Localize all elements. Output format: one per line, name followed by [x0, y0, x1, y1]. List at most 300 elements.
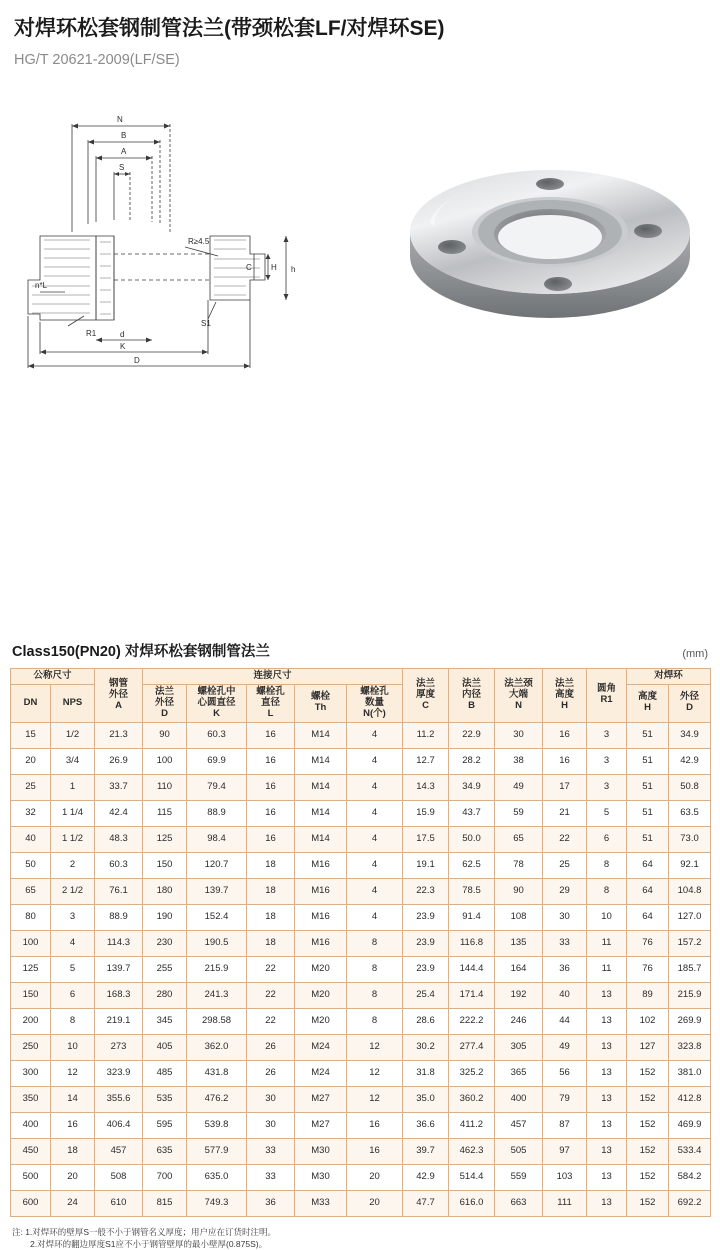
table-cell: 539.8	[187, 1112, 247, 1138]
table-cell: 98.4	[187, 826, 247, 852]
table-cell: 4	[347, 852, 403, 878]
table-cell: 462.3	[449, 1138, 495, 1164]
page-subtitle: HG/T 20621-2009(LF/SE)	[14, 52, 180, 69]
col-header-flange-od: 法兰 外径 D	[143, 684, 187, 722]
table-cell: 325.2	[449, 1060, 495, 1086]
table-cell: 56	[543, 1060, 587, 1086]
table-row	[11, 1164, 711, 1190]
table-cell: 30	[495, 722, 543, 748]
dim-label-A: A	[121, 147, 127, 157]
table-cell: 16	[247, 774, 295, 800]
table-cell: 13	[587, 1008, 627, 1034]
table-cell: 13	[587, 1060, 627, 1086]
table-cell: M14	[295, 748, 347, 774]
table-cell: 277.4	[449, 1034, 495, 1060]
table-cell: 135	[495, 930, 543, 956]
table-cell: 50	[11, 852, 51, 878]
table-cell: 476.2	[187, 1086, 247, 1112]
bolt-hole	[634, 224, 662, 238]
table-row	[11, 748, 711, 774]
table-cell: 32	[11, 800, 51, 826]
table-cell: 190	[143, 904, 187, 930]
table-cell: 26	[247, 1034, 295, 1060]
table-cell: M14	[295, 722, 347, 748]
table-cell: 8	[587, 878, 627, 904]
table-cell: 360.2	[449, 1086, 495, 1112]
table-cell: 115	[143, 800, 187, 826]
table-cell: 22	[247, 982, 295, 1008]
table-cell: 12	[347, 1060, 403, 1086]
col-header-neck-large-end: 法兰颈 大端 N	[495, 669, 543, 723]
table-body	[11, 722, 711, 1216]
table-cell: 102	[627, 1008, 669, 1034]
table-cell: M27	[295, 1086, 347, 1112]
table-cell: 18	[247, 878, 295, 904]
table-row	[11, 1138, 711, 1164]
table-cell: 11.2	[403, 722, 449, 748]
table-cell: M16	[295, 852, 347, 878]
table-cell: 152	[627, 1112, 669, 1138]
table-cell: 116.8	[449, 930, 495, 956]
table-row	[11, 800, 711, 826]
table-cell: 73.0	[669, 826, 711, 852]
table-cell: 76	[627, 956, 669, 982]
table-cell: 406.4	[95, 1112, 143, 1138]
table-cell: 76	[627, 930, 669, 956]
table-cell: 62.5	[449, 852, 495, 878]
table-cell: 16	[347, 1112, 403, 1138]
table-cell: 21.3	[95, 722, 143, 748]
table-cell: 152	[627, 1138, 669, 1164]
table-cell: 559	[495, 1164, 543, 1190]
table-cell: 4	[347, 722, 403, 748]
table-cell: 405	[143, 1034, 187, 1060]
table-cell: 89	[627, 982, 669, 1008]
table-row	[11, 1112, 711, 1138]
table-cell: 4	[347, 774, 403, 800]
dim-label-S: S	[119, 163, 125, 173]
table-cell: 69.9	[187, 748, 247, 774]
table-cell: 300	[11, 1060, 51, 1086]
table-cell: 616.0	[449, 1190, 495, 1216]
col-header-line2: 外径	[109, 688, 129, 700]
table-cell: 305	[495, 1034, 543, 1060]
table-cell: 78.5	[449, 878, 495, 904]
table-cell: 17	[543, 774, 587, 800]
bolt-hole	[438, 240, 466, 254]
table-cell: 97	[543, 1138, 587, 1164]
table-cell: 12	[347, 1086, 403, 1112]
table-cell: 14.3	[403, 774, 449, 800]
table-cell: 8	[347, 982, 403, 1008]
table-unit-label: (mm)	[682, 648, 708, 660]
table-cell: 365	[495, 1060, 543, 1086]
col-header-bolt-thread: 螺栓 Th	[295, 684, 347, 722]
table-cell: 38	[495, 748, 543, 774]
table-cell: 18	[51, 1138, 95, 1164]
table-cell: 47.7	[403, 1190, 449, 1216]
table-cell: 584.2	[669, 1164, 711, 1190]
dim-label-h: h	[291, 265, 296, 275]
table-cell: 39.7	[403, 1138, 449, 1164]
table-cell: 15	[11, 722, 51, 748]
table-cell: 2 1/2	[51, 878, 95, 904]
table-cell: 64	[627, 878, 669, 904]
table-cell: 400	[495, 1086, 543, 1112]
dim-label-N: N	[117, 115, 123, 125]
page-title: 对焊环松套钢制管法兰(带颈松套LF/对焊环SE)	[14, 17, 445, 40]
table-cell: 100	[143, 748, 187, 774]
table-cell: 88.9	[187, 800, 247, 826]
col-header-flange-id: 法兰 内径 B	[449, 669, 495, 723]
table-row	[11, 956, 711, 982]
col-header-pipe-od	[95, 669, 143, 723]
table-cell: 120.7	[187, 852, 247, 878]
table-cell: M20	[295, 956, 347, 982]
table-cell: 50.0	[449, 826, 495, 852]
table-cell: 44	[543, 1008, 587, 1034]
table-cell: 215.9	[187, 956, 247, 982]
table-cell: 219.1	[95, 1008, 143, 1034]
table-cell: 168.3	[95, 982, 143, 1008]
table-cell: 152	[627, 1190, 669, 1216]
table-cell: 6	[587, 826, 627, 852]
table-row	[11, 1190, 711, 1216]
table-cell: 350	[11, 1086, 51, 1112]
table-cell: 40	[543, 982, 587, 1008]
table-cell: 16	[543, 722, 587, 748]
table-cell: 1 1/2	[51, 826, 95, 852]
dim-label-nL: n*L	[35, 281, 48, 291]
table-cell: 90	[495, 878, 543, 904]
dim-label-R: R≥4.5	[188, 237, 210, 247]
table-cell: 42.9	[403, 1164, 449, 1190]
table-cell: 4	[347, 878, 403, 904]
table-cell: 23.9	[403, 904, 449, 930]
table-cell: 485	[143, 1060, 187, 1086]
table-cell: 2	[51, 852, 95, 878]
col-header-ring-height: 高度 H	[627, 684, 669, 722]
table-cell: M30	[295, 1164, 347, 1190]
table-cell: 79.4	[187, 774, 247, 800]
table-row	[11, 930, 711, 956]
table-cell: 11	[587, 956, 627, 982]
table-cell: 273	[95, 1034, 143, 1060]
table-cell: 91.4	[449, 904, 495, 930]
group-header-connection-size: 连接尺寸	[143, 669, 403, 685]
table-cell: 16	[247, 722, 295, 748]
table-cell: 4	[347, 748, 403, 774]
table-cell: 269.9	[669, 1008, 711, 1034]
table-cell: 3	[587, 748, 627, 774]
table-row	[11, 826, 711, 852]
table-cell: 164	[495, 956, 543, 982]
table-cell: 192	[495, 982, 543, 1008]
table-cell: 79	[543, 1086, 587, 1112]
table-cell: 16	[247, 748, 295, 774]
table-cell: 3	[51, 904, 95, 930]
group-header-welding-ring: 对焊环	[627, 669, 711, 685]
table-cell: 88.9	[95, 904, 143, 930]
table-cell: 63.5	[669, 800, 711, 826]
bolt-hole	[536, 178, 564, 190]
table-cell: 64	[627, 852, 669, 878]
table-cell: 34.9	[669, 722, 711, 748]
table-cell: 10	[51, 1034, 95, 1060]
table-cell: 26.9	[95, 748, 143, 774]
table-cell: 150	[143, 852, 187, 878]
col-header-line1: 钢管	[109, 677, 129, 689]
table-row	[11, 774, 711, 800]
table-cell: 25.4	[403, 982, 449, 1008]
col-header-bolt-circle: 螺栓孔中 心圆直径 K	[187, 684, 247, 722]
table-cell: 514.4	[449, 1164, 495, 1190]
flange-technical-drawing	[10, 104, 340, 374]
table-cell: 51	[627, 748, 669, 774]
col-header-bolt-hole-dia: 螺栓孔 直径 L	[247, 684, 295, 722]
table-cell: 110	[143, 774, 187, 800]
table-cell: 10	[587, 904, 627, 930]
table-cell: 48.3	[95, 826, 143, 852]
table-cell: 103	[543, 1164, 587, 1190]
table-cell: 59	[495, 800, 543, 826]
table-cell: 15.9	[403, 800, 449, 826]
table-cell: 12.7	[403, 748, 449, 774]
table-cell: 815	[143, 1190, 187, 1216]
table-cell: 3	[587, 774, 627, 800]
table-cell: 87	[543, 1112, 587, 1138]
data-table-section	[0, 640, 720, 1250]
table-cell: 139.7	[187, 878, 247, 904]
table-notes	[10, 1226, 710, 1250]
table-cell: M16	[295, 878, 347, 904]
table-cell: 230	[143, 930, 187, 956]
table-cell: 22	[543, 826, 587, 852]
table-cell: 505	[495, 1138, 543, 1164]
table-cell: 42.4	[95, 800, 143, 826]
table-cell: 16	[347, 1138, 403, 1164]
table-cell: 323.8	[669, 1034, 711, 1060]
table-cell: 508	[95, 1164, 143, 1190]
table-cell: 13	[587, 982, 627, 1008]
table-row	[11, 1008, 711, 1034]
table-cell: 20	[51, 1164, 95, 1190]
table-cell: 36	[543, 956, 587, 982]
table-cell: 36	[247, 1190, 295, 1216]
table-cell: 34.9	[449, 774, 495, 800]
table-cell: 457	[495, 1112, 543, 1138]
table-cell: 8	[51, 1008, 95, 1034]
flange-dimensions-table	[10, 668, 711, 1217]
table-cell: 412.8	[669, 1086, 711, 1112]
table-cell: 345	[143, 1008, 187, 1034]
table-cell: 49	[495, 774, 543, 800]
table-cell: 157.2	[669, 930, 711, 956]
table-cell: 400	[11, 1112, 51, 1138]
figures-area	[0, 94, 720, 394]
table-cell: 125	[11, 956, 51, 982]
table-cell: 29	[543, 878, 587, 904]
table-cell: 431.8	[187, 1060, 247, 1086]
col-header-bolt-hole-count: 螺栓孔 数量 N(个)	[347, 684, 403, 722]
table-cell: 22	[247, 1008, 295, 1034]
table-cell: 51	[627, 800, 669, 826]
table-cell: 3	[587, 722, 627, 748]
table-cell: 78	[495, 852, 543, 878]
table-cell: 577.9	[187, 1138, 247, 1164]
table-cell: 51	[627, 826, 669, 852]
table-cell: 60.3	[95, 852, 143, 878]
table-cell: 469.9	[669, 1112, 711, 1138]
table-cell: 457	[95, 1138, 143, 1164]
table-cell: 152	[627, 1060, 669, 1086]
table-cell: 663	[495, 1190, 543, 1216]
table-cell: 26	[247, 1060, 295, 1086]
table-cell: 381.0	[669, 1060, 711, 1086]
table-cell: 3/4	[51, 748, 95, 774]
table-cell: 33	[543, 930, 587, 956]
table-row	[11, 722, 711, 748]
table-cell: 23.9	[403, 930, 449, 956]
table-cell: 700	[143, 1164, 187, 1190]
col-header-dn: DN	[11, 684, 51, 722]
table-cell: 18	[247, 930, 295, 956]
table-cell: 180	[143, 878, 187, 904]
table-cell: 692.2	[669, 1190, 711, 1216]
table-cell: 17.5	[403, 826, 449, 852]
table-cell: 13	[587, 1190, 627, 1216]
table-cell: 600	[11, 1190, 51, 1216]
dim-label-d: d	[120, 330, 125, 340]
table-cell: 43.7	[449, 800, 495, 826]
table-cell: 31.8	[403, 1060, 449, 1086]
table-cell: 90	[143, 722, 187, 748]
table-cell: 8	[587, 852, 627, 878]
table-cell: 11	[587, 930, 627, 956]
dim-label-H: H	[271, 263, 277, 273]
table-cell: 4	[347, 800, 403, 826]
table-cell: 18	[247, 852, 295, 878]
table-cell: 12	[347, 1034, 403, 1060]
table-cell: 108	[495, 904, 543, 930]
table-cell: 152	[627, 1164, 669, 1190]
table-row	[11, 904, 711, 930]
table-cell: 13	[587, 1086, 627, 1112]
table-cell: 30	[247, 1112, 295, 1138]
table-cell: 246	[495, 1008, 543, 1034]
table-cell: 749.3	[187, 1190, 247, 1216]
table-row	[11, 1034, 711, 1060]
table-cell: 114.3	[95, 930, 143, 956]
table-cell: 28.2	[449, 748, 495, 774]
bolt-hole	[544, 277, 572, 291]
table-cell: 152	[627, 1086, 669, 1112]
table-cell: 533.4	[669, 1138, 711, 1164]
table-cell: 51	[627, 774, 669, 800]
table-row	[11, 878, 711, 904]
table-cell: M16	[295, 930, 347, 956]
table-cell: 139.7	[95, 956, 143, 982]
table-cell: 23.9	[403, 956, 449, 982]
dim-label-C: C	[246, 263, 252, 273]
table-cell: 280	[143, 982, 187, 1008]
table-cell: 50.8	[669, 774, 711, 800]
table-cell: 14	[51, 1086, 95, 1112]
table-cell: 250	[11, 1034, 51, 1060]
table-cell: M20	[295, 982, 347, 1008]
table-cell: 222.2	[449, 1008, 495, 1034]
flange-product-photo	[400, 104, 700, 374]
table-cell: 298.58	[187, 1008, 247, 1034]
note-line: 2.对焊环的翻边厚度S1应不小于钢管壁厚的最小壁厚(0.875S)。	[30, 1239, 268, 1249]
col-header-nps: NPS	[51, 684, 95, 722]
dim-label-R1: R1	[86, 329, 97, 339]
table-cell: M14	[295, 826, 347, 852]
dim-label-B: B	[121, 131, 127, 141]
table-row	[11, 1086, 711, 1112]
table-cell: 215.9	[669, 982, 711, 1008]
table-cell: 76.1	[95, 878, 143, 904]
table-cell: 127	[627, 1034, 669, 1060]
table-cell: 595	[143, 1112, 187, 1138]
table-cell: 64	[627, 904, 669, 930]
table-cell: 65	[495, 826, 543, 852]
table-cell: 6	[51, 982, 95, 1008]
table-cell: 255	[143, 956, 187, 982]
table-cell: 20	[11, 748, 51, 774]
table-cell: 152.4	[187, 904, 247, 930]
table-cell: 12	[51, 1060, 95, 1086]
table-cell: 25	[543, 852, 587, 878]
table-cell: 65	[11, 878, 51, 904]
col-header-fillet-r1: 圆角 R1	[587, 669, 627, 723]
table-cell: 21	[543, 800, 587, 826]
table-cell: M27	[295, 1112, 347, 1138]
table-cell: M24	[295, 1060, 347, 1086]
table-cell: 8	[347, 930, 403, 956]
table-cell: 1/2	[51, 722, 95, 748]
table-cell: 13	[587, 1034, 627, 1060]
col-header-line3: A	[115, 699, 122, 711]
note-line: 注: 1.对焊环的壁厚S一般不小于钢管名义厚度；用户应在订货时注明。	[12, 1226, 276, 1237]
table-cell: 16	[247, 800, 295, 826]
table-cell: 127.0	[669, 904, 711, 930]
table-cell: 49	[543, 1034, 587, 1060]
table-cell: M14	[295, 774, 347, 800]
table-cell: 30	[543, 904, 587, 930]
table-cell: 16	[247, 826, 295, 852]
table-cell: 24	[51, 1190, 95, 1216]
table-cell: 40	[11, 826, 51, 852]
table-cell: 28.6	[403, 1008, 449, 1034]
table-cell: 13	[587, 1112, 627, 1138]
table-cell: 80	[11, 904, 51, 930]
table-cell: 20	[347, 1164, 403, 1190]
table-cell: M30	[295, 1138, 347, 1164]
table-cell: 144.4	[449, 956, 495, 982]
table-cell: 200	[11, 1008, 51, 1034]
table-cell: 1	[51, 774, 95, 800]
table-cell: 33	[247, 1164, 295, 1190]
table-cell: 16	[51, 1112, 95, 1138]
table-cell: M24	[295, 1034, 347, 1060]
col-header-flange-thickness: 法兰 厚度 C	[403, 669, 449, 723]
table-cell: 4	[51, 930, 95, 956]
table-cell: 20	[347, 1190, 403, 1216]
table-cell: 36.6	[403, 1112, 449, 1138]
table-cell: 60.3	[187, 722, 247, 748]
table-cell: 16	[543, 748, 587, 774]
